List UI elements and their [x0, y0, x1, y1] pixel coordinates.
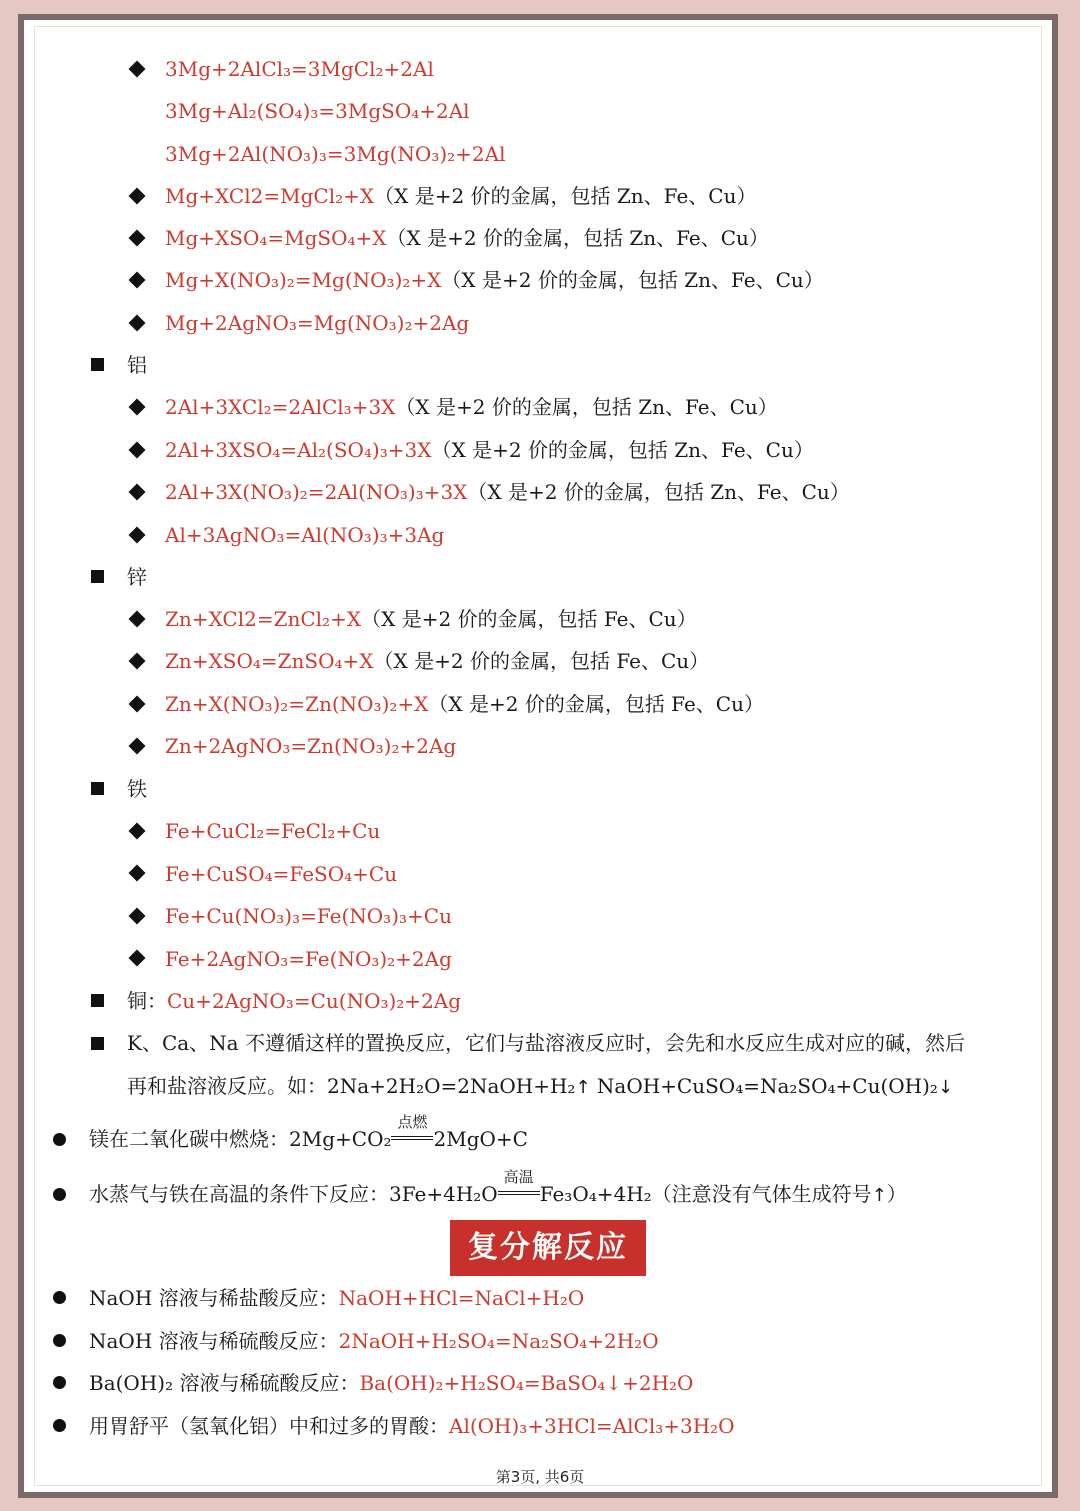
- fe-steam-item: [89, 1168, 907, 1209]
- al-heading: 铝: [127, 353, 147, 377]
- al-note-2: （X 是+2 价的金属，包括 Zn、Fe、Cu）: [431, 438, 814, 462]
- zn-formula-4: Zn+2AgNO₃=Zn(NO₃)₂+2Ag: [165, 734, 457, 758]
- fe-steam-note-end: ）: [886, 1182, 907, 1206]
- mg-co2-products: 2MgO+C: [433, 1127, 528, 1151]
- fe-steam-products: Fe₃O₄+4H₂: [539, 1182, 652, 1206]
- mg-formula-1: 3Mg+2AlCl₃=3MgCl₂+2Al: [165, 57, 434, 81]
- down-arrow-icon: ↓: [937, 1077, 954, 1098]
- condition-label: 点燃: [397, 1113, 428, 1131]
- mg-formula-4: Mg+XCl2=MgCl₂+X: [165, 184, 375, 208]
- al-note-1: （X 是+2 价的金属，包括 Zn、Fe、Cu）: [395, 395, 778, 419]
- neutralization-item-4: [89, 1413, 735, 1439]
- kcana-note-text: 再和盐溶液反应。如：: [127, 1074, 327, 1098]
- reaction-label: 用胃舒平（氢氧化铝）中和过多的胃酸：: [89, 1414, 449, 1438]
- fe-steam-note: （注意没有气体生成符号: [651, 1182, 872, 1206]
- al-item-2: [165, 437, 814, 463]
- kcana-note-line2: [127, 1073, 953, 1101]
- neutralization-item-2: [89, 1328, 659, 1354]
- al-note-3: （X 是+2 价的金属，包括 Zn、Fe、Cu）: [467, 480, 850, 504]
- double-bar: [498, 1191, 540, 1195]
- page-number: 第3页, 共6页: [495, 1468, 585, 1486]
- dot-bullet: [53, 1291, 66, 1304]
- square-bullet: [91, 570, 104, 583]
- dot-bullet: [53, 1188, 66, 1201]
- neutralization-item-1: [89, 1285, 584, 1311]
- zn-formula-1: Zn+XCl2=ZnCl₂+X: [165, 607, 362, 631]
- zn-formula-2: Zn+XSO₄=ZnSO₄+X: [165, 649, 374, 673]
- mg-formula-3: 3Mg+2Al(NO₃)₃=3Mg(NO₃)₂+2Al: [165, 142, 506, 166]
- fe-formula-4: Fe+2AgNO₃=Fe(NO₃)₂+2Ag: [165, 947, 452, 971]
- mg-note-5: （X 是+2 价的金属，包括 Zn、Fe、Cu）: [386, 226, 769, 250]
- cu-formula: Cu+2AgNO₃=Cu(NO₃)₂+2Ag: [167, 989, 462, 1013]
- reaction-condition: [391, 1113, 433, 1146]
- zn-note-2: （X 是+2 价的金属，包括 Fe、Cu）: [373, 649, 710, 673]
- square-bullet: [91, 1037, 104, 1050]
- mg-formula-6: Mg+X(NO₃)₂=Mg(NO₃)₂+X: [165, 268, 442, 292]
- double-bar: [391, 1136, 433, 1140]
- al-item-3: [165, 479, 850, 505]
- fe-steam-reactants: 3Fe+4H₂O: [389, 1182, 498, 1206]
- al-formula-1: 2Al+3XCl₂=2AlCl₃+3X: [165, 395, 396, 419]
- cu-heading: 铜：: [127, 989, 167, 1013]
- al-formula-2: 2Al+3XSO₄=Al₂(SO₄)₃+3X: [165, 438, 432, 462]
- up-arrow-icon: ↑: [575, 1077, 591, 1098]
- mg-formula-2: 3Mg+Al₂(SO₄)₃=3MgSO₄+2Al: [165, 99, 470, 123]
- reaction-formula: Al(OH)₃+3HCl=AlCl₃+3H₂O: [449, 1414, 735, 1438]
- reaction-label: NaOH 溶液与稀硫酸反应：: [89, 1329, 339, 1353]
- mg-formula-7: Mg+2AgNO₃=Mg(NO₃)₂+2Ag: [165, 311, 470, 335]
- reaction-formula: Ba(OH)₂+H₂SO₄=BaSO₄↓+2H₂O: [359, 1371, 694, 1395]
- fe-formula-3: Fe+Cu(NO₃)₃=Fe(NO₃)₃+Cu: [165, 904, 452, 928]
- square-bullet: [91, 358, 104, 371]
- dot-bullet: [53, 1334, 66, 1347]
- dot-bullet: [53, 1419, 66, 1432]
- reaction-condition: [498, 1168, 540, 1201]
- square-bullet: [91, 994, 104, 1007]
- condition-label: 高温: [503, 1168, 534, 1186]
- cu-item: [127, 988, 461, 1014]
- reaction-formula: 2NaOH+H₂SO₄=Na₂SO₄+2H₂O: [338, 1329, 659, 1353]
- mg-co2-item: [89, 1113, 528, 1152]
- square-bullet: [91, 782, 104, 795]
- na-water-equation: 2Na+2H₂O=2NaOH+H₂: [327, 1074, 576, 1098]
- section-banner: 复分解反应: [450, 1220, 646, 1276]
- up-arrow-icon: ↑: [871, 1185, 887, 1206]
- zn-heading: 锌: [127, 565, 147, 589]
- fe-formula-1: Fe+CuCl₂=FeCl₂+Cu: [165, 819, 381, 843]
- dot-bullet: [53, 1376, 66, 1389]
- fe-heading: 铁: [127, 777, 147, 801]
- mg-co2-label: 镁在二氧化碳中燃烧：: [89, 1127, 289, 1151]
- mg-note-4: （X 是+2 价的金属，包括 Zn、Fe、Cu）: [374, 184, 757, 208]
- reaction-label: Ba(OH)₂ 溶液与稀硫酸反应：: [89, 1371, 360, 1395]
- al-item-1: [165, 394, 778, 420]
- reaction-formula: NaOH+HCl=NaCl+H₂O: [338, 1286, 585, 1310]
- neutralization-item-3: [89, 1370, 693, 1396]
- fe-formula-2: Fe+CuSO₄=FeSO₄+Cu: [165, 862, 398, 886]
- zn-item-3: [165, 691, 764, 717]
- mg-note-6: （X 是+2 价的金属，包括 Zn、Fe、Cu）: [441, 268, 824, 292]
- mg-formula-5: Mg+XSO₄=MgSO₄+X: [165, 226, 387, 250]
- kcana-note-line1: K、Ca、Na 不遵循这样的置换反应，它们与盐溶液反应时，会先和水反应生成对应的碱，然后: [127, 1031, 965, 1055]
- reaction-label: NaOH 溶液与稀盐酸反应：: [89, 1286, 339, 1310]
- zn-formula-3: Zn+X(NO₃)₂=Zn(NO₃)₂+X: [165, 692, 429, 716]
- naoh-cuso4-equation: NaOH+CuSO₄=Na₂SO₄+Cu(OH)₂: [596, 1074, 938, 1098]
- mg-item-5: [165, 225, 769, 251]
- mg-item-6: [165, 267, 824, 293]
- fe-steam-label: 水蒸气与铁在高温的条件下反应：: [89, 1182, 389, 1206]
- dot-bullet: [53, 1133, 66, 1146]
- zn-note-1: （X 是+2 价的金属，包括 Fe、Cu）: [361, 607, 697, 631]
- mg-co2-reactants: 2Mg+CO₂: [289, 1127, 392, 1151]
- mg-item-4: [165, 183, 756, 209]
- zn-note-3: （X 是+2 价的金属，包括 Fe、Cu）: [428, 692, 764, 716]
- zn-item-2: [165, 648, 709, 674]
- al-formula-4: Al+3AgNO₃=Al(NO₃)₃+3Ag: [165, 523, 445, 547]
- al-formula-3: 2Al+3X(NO₃)₂=2Al(NO₃)₃+3X: [165, 480, 468, 504]
- zn-item-1: [165, 606, 697, 632]
